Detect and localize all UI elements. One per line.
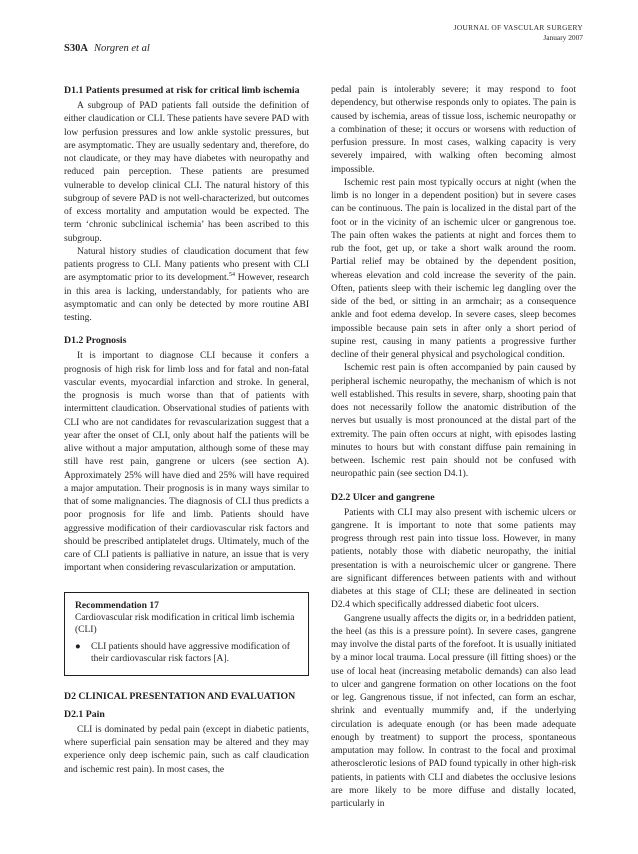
citation-ref: 54: [229, 272, 236, 279]
paragraph: Patients with CLI may also present with ischemic ulcers or gangrene. It is important to note that some patients may progress through rest pain into tissue loss. However, in many patients, notably those with diabetic neuropathy, the initial presentation is with a neuroischemic ulcer or gangrene. There are significant differences between patients with and without diabetes at this stage of CLI; these are delineated in section D2.4 which specifically addressed diabetic foot ulcers.: [331, 507, 576, 611]
paragraph: pedal pain is intolerably severe; it may respond to foot dependency, but otherwise responds only to opiates. The pain is caused by ischemia, areas of tissue loss, ischemic neuropathy or a combination of these; it occurs or worsens with reduction of perfusion pressure. In most cases, walking capacity is very severely impaired, with walking often becoming almost impossible.: [331, 85, 576, 175]
recommendation-subtitle: Cardiovascular risk modification in critical limb ischemia (CLI): [75, 612, 295, 636]
paragraph: CLI is dominated by pedal pain (except in diabetic patients, where superficial pain sensation may be altered and they may experience only deep ischemic pain, such as calf claudication and ischemic rest pain). In most cases, the: [64, 724, 309, 775]
section-heading: D2.1 Pain: [64, 708, 105, 720]
paragraph: It is important to diagnose CLI because it confers a prognosis of high risk for limb loss and for fatal and non-fatal vascular events, myocardial infarction and stroke. In general, the prognosis is much worse than that of patients with intermittent claudication. Observational studies of patients with CLI who are not candidates for revascularization suggest that a year after the onset of CLI, only about half the patients will be alive without a major amputation, although some of these may still have rest pain, gangrene or ulcers (see section A). Approximately 25% will have died and 25% will have required a major amputation. Their prognosis is in many ways similar to that of some malignancies. The diagnosis of CLI thus predicts a poor prognosis for life and limb. Patients should have aggressive modification of their cardiovascular risk factors and should be prescribed antiplatelet drugs. Ultimately, much of the care of CLI patients is palliative in nature, an issue that is very important when considering revascularization or amputation.: [64, 351, 309, 574]
author-line: Norgren et al: [93, 43, 150, 54]
section-heading: D2 CLINICAL PRESENTATION AND EVALUATION: [64, 690, 296, 702]
paragraph-text: However, research in this area is lacking, understandably, for patients who are asymptomatic and can only be detected by more routine ABI testing.: [64, 273, 310, 323]
right-column: [331, 84, 576, 811]
page-header: [64, 43, 150, 54]
left-column: [64, 84, 309, 777]
section-heading: D1.2 Prognosis: [64, 335, 127, 347]
recommendation-title: Recommendation 17: [75, 599, 159, 611]
recommendation-box: [64, 592, 309, 676]
recommendation-text: CLI patients should have aggressive modification of their cardiovascular risk factors [A].: [91, 641, 290, 665]
paragraph: Ischemic rest pain most typically occurs at night (when the limb is no longer in a dependent position) but in severe cases can be continuous. The pain is localized in the distal part of the foot or in the vicinity of an ischemic ulcer or gangrenous toe. The pain often wakes the patients at night and forces them to rub the foot, get up, or take a short walk around the room. Partial relief may be obtained by the dependent position, whereas elevation and cold increase the severity of the pain. Often, patients sleep with their ischemic leg dangling over the side of the bed, or sitting in an armchair; as a consequence ankle and foot edema develop. In severe cases, sleep becomes impossible because pain sets in after only a short period of supine rest, causing in many patients a progressive further decline of their general physical and psychological condition.: [331, 177, 576, 360]
journal-name: JOURNAL OF VASCULAR SURGERY: [453, 23, 583, 32]
page-number: S30A: [64, 43, 88, 54]
issue-date: January 2007: [543, 33, 583, 42]
section-heading: D2.2 Ulcer and gangrene: [331, 491, 435, 503]
recommendation-list: [75, 641, 298, 666]
section-heading: D1.1 Patients presumed at risk for critical limb ischemia: [64, 85, 300, 96]
paragraph: Gangrene usually affects the digits or, in a bedridden patient, the heel (as this is a pressure point). In severe cases, gangrene may involve the distal parts of the forefoot. It is usually initiated by a minor local trauma. Local pressure (ill fitting shoes) or the use of local heat (increasing metabolic demands) can also lead to ulcer and gangrene formation on other locations on the foot or leg. Gangrenous tissue, if not infected, can form an eschar, shrink and eventually mummify and, if the underlying circulation is adequate enough (or has been made adequate enough by treatment) to support the process, spontaneous amputation may follow. In contrast to the focal and proximal atherosclerotic lesions of PAD found typically in other high-risk patients, in patients with CLI and diabetes the occlusive lesions are more likely to be more diffuse and distally located, particularly in: [331, 613, 576, 809]
recommendation-item: [75, 641, 298, 666]
paragraph: Ischemic rest pain is often accompanied by pain caused by peripheral ischemic neuropathy, the mechanism of which is not well established. This results in severe, sharp, shooting pain that does not necessarily follow the anatomic distribution of the nerves but usually is most pronounced at the distal part of the extremity. The pain often occurs at night, with episodes lasting minutes to hours but with constant diffuse pain remaining in between. Ischemic rest pain should not be confused with neuropathic pain (see section D4.1).: [331, 363, 576, 480]
bullet-icon: ●: [75, 641, 81, 652]
paragraph-text: Natural history studies of claudication document that few patients progress to CLI. Many patients who present with CLI are asymptomatic prior to its development.: [64, 246, 309, 284]
paragraph: A subgroup of PAD patients fall outside the definition of either claudication or CLI. These patients have severe PAD with low perfusion pressures and low ankle systolic pressures, but are asymptomatic. They are usually sedentary and, therefore, do not claudicate, or they may have diabetes with neuropathy and reduced pain perception. These patients are presumed vulnerable to develop clinical CLI. The natural history of this subgroup of severe PAD is not well-characterized, but outcomes of excess mortality and amputation would be expected. The term ‘chronic subclinical ischemia’ has been ascribed to this subgroup.: [64, 101, 309, 244]
running-header: [454, 23, 583, 43]
paragraph: [64, 246, 309, 326]
